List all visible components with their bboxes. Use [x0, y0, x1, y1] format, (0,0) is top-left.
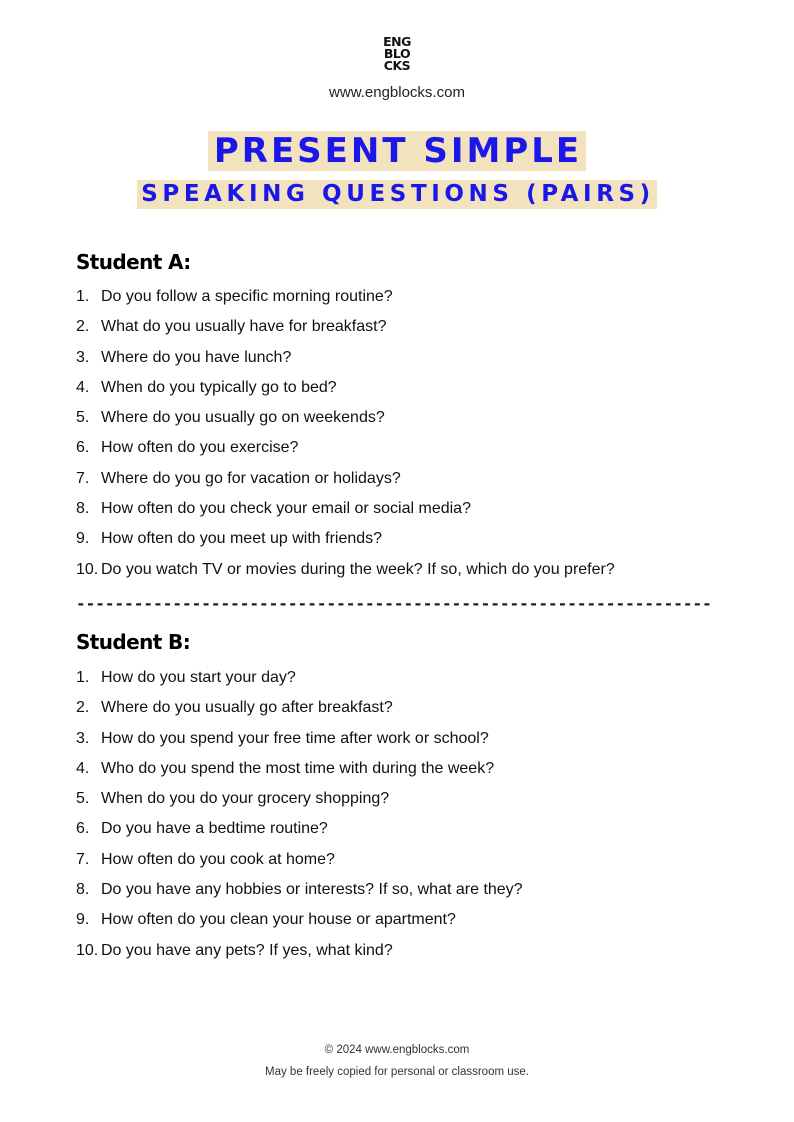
question-text: How often do you exercise? [101, 439, 299, 457]
logo [0, 36, 794, 72]
question-item [76, 754, 523, 784]
student-b-question-list [76, 663, 523, 966]
question-item [76, 282, 615, 312]
question-number: 10. [76, 941, 99, 959]
question-item [76, 845, 523, 875]
question-text: How do you spend your free time after work or school? [101, 729, 489, 747]
question-item [76, 403, 615, 433]
question-text: What do you usually have for breakfast? [101, 318, 387, 336]
question-number: 6. [76, 439, 90, 457]
question-text: How often do you cook at home? [101, 850, 335, 868]
question-item [76, 312, 615, 342]
question-text: How often do you check your email or social media? [101, 500, 471, 518]
question-number: 8. [76, 881, 90, 899]
question-text: When do you typically go to bed? [101, 378, 337, 396]
question-number: 1. [76, 288, 90, 305]
question-item [76, 693, 523, 723]
question-item [76, 343, 615, 373]
page-subtitle: SPEAKING QUESTIONS (PAIRS) [137, 180, 657, 209]
question-text: Do you watch TV or movies during the week? If so, which do you prefer? [101, 560, 615, 578]
question-item [76, 936, 523, 966]
question-item [76, 905, 523, 935]
question-number: 6. [76, 820, 90, 838]
section-divider: ------------------------------------------------------------------ [76, 594, 712, 613]
question-text: Do you have any pets? If yes, what kind? [101, 941, 393, 959]
question-number: 1. [76, 669, 90, 686]
question-item [76, 464, 615, 494]
question-number: 4. [76, 378, 90, 396]
question-number: 4. [76, 759, 90, 777]
question-number: 3. [76, 348, 90, 366]
question-number: 3. [76, 729, 90, 747]
question-item [76, 663, 523, 693]
question-item [76, 524, 615, 554]
question-number: 2. [76, 699, 90, 717]
footer-copyright: © 2024 www.engblocks.com [324, 1044, 470, 1056]
question-text: Where do you have lunch? [101, 348, 292, 366]
question-item [76, 373, 615, 403]
question-text: How often do you clean your house or apartment? [101, 911, 456, 929]
logo-line-2: BLO [383, 46, 411, 61]
engblocks-logo-mark [383, 36, 411, 72]
footer-license: May be freely copied for personal or classroom use. [265, 1066, 529, 1078]
question-item [76, 784, 523, 814]
question-text: Do you have any hobbies or interests? If so, what are they? [101, 881, 523, 899]
question-item [76, 555, 615, 585]
question-text: Who do you spend the most time with during the week? [101, 759, 495, 777]
question-number: 2. [76, 318, 90, 336]
question-text: How do you start your day? [101, 669, 296, 686]
question-text: Where do you usually go after breakfast? [101, 699, 393, 717]
question-item [76, 724, 523, 754]
subtitle-container [0, 180, 794, 209]
question-item [76, 433, 615, 463]
title-container [0, 131, 794, 171]
question-number: 7. [76, 850, 90, 868]
question-number: 5. [76, 409, 90, 427]
student-a-question-list [76, 282, 615, 585]
question-number: 7. [76, 469, 90, 487]
question-text: How often do you meet up with friends? [101, 530, 383, 548]
question-text: Do you follow a specific morning routine? [101, 288, 393, 305]
question-number: 8. [76, 500, 90, 518]
question-item [76, 875, 523, 905]
question-number: 10. [76, 560, 99, 578]
logo-line-3: CKS [383, 58, 411, 73]
question-number: 5. [76, 790, 90, 808]
question-text: When do you do your grocery shopping? [101, 790, 390, 808]
question-item [76, 814, 523, 844]
student-a-heading: Student A: [76, 250, 191, 274]
question-text: Where do you go for vacation or holidays? [101, 469, 401, 487]
question-item [76, 494, 615, 524]
question-number: 9. [76, 911, 90, 929]
page-title: PRESENT SIMPLE [208, 131, 586, 171]
student-b-heading: Student B: [76, 630, 191, 654]
question-number: 9. [76, 530, 90, 548]
site-url[interactable]: www.engblocks.com [329, 84, 465, 101]
logo-line-1: ENG [383, 34, 411, 49]
question-text: Where do you usually go on weekends? [101, 409, 385, 427]
question-text: Do you have a bedtime routine? [101, 820, 328, 838]
